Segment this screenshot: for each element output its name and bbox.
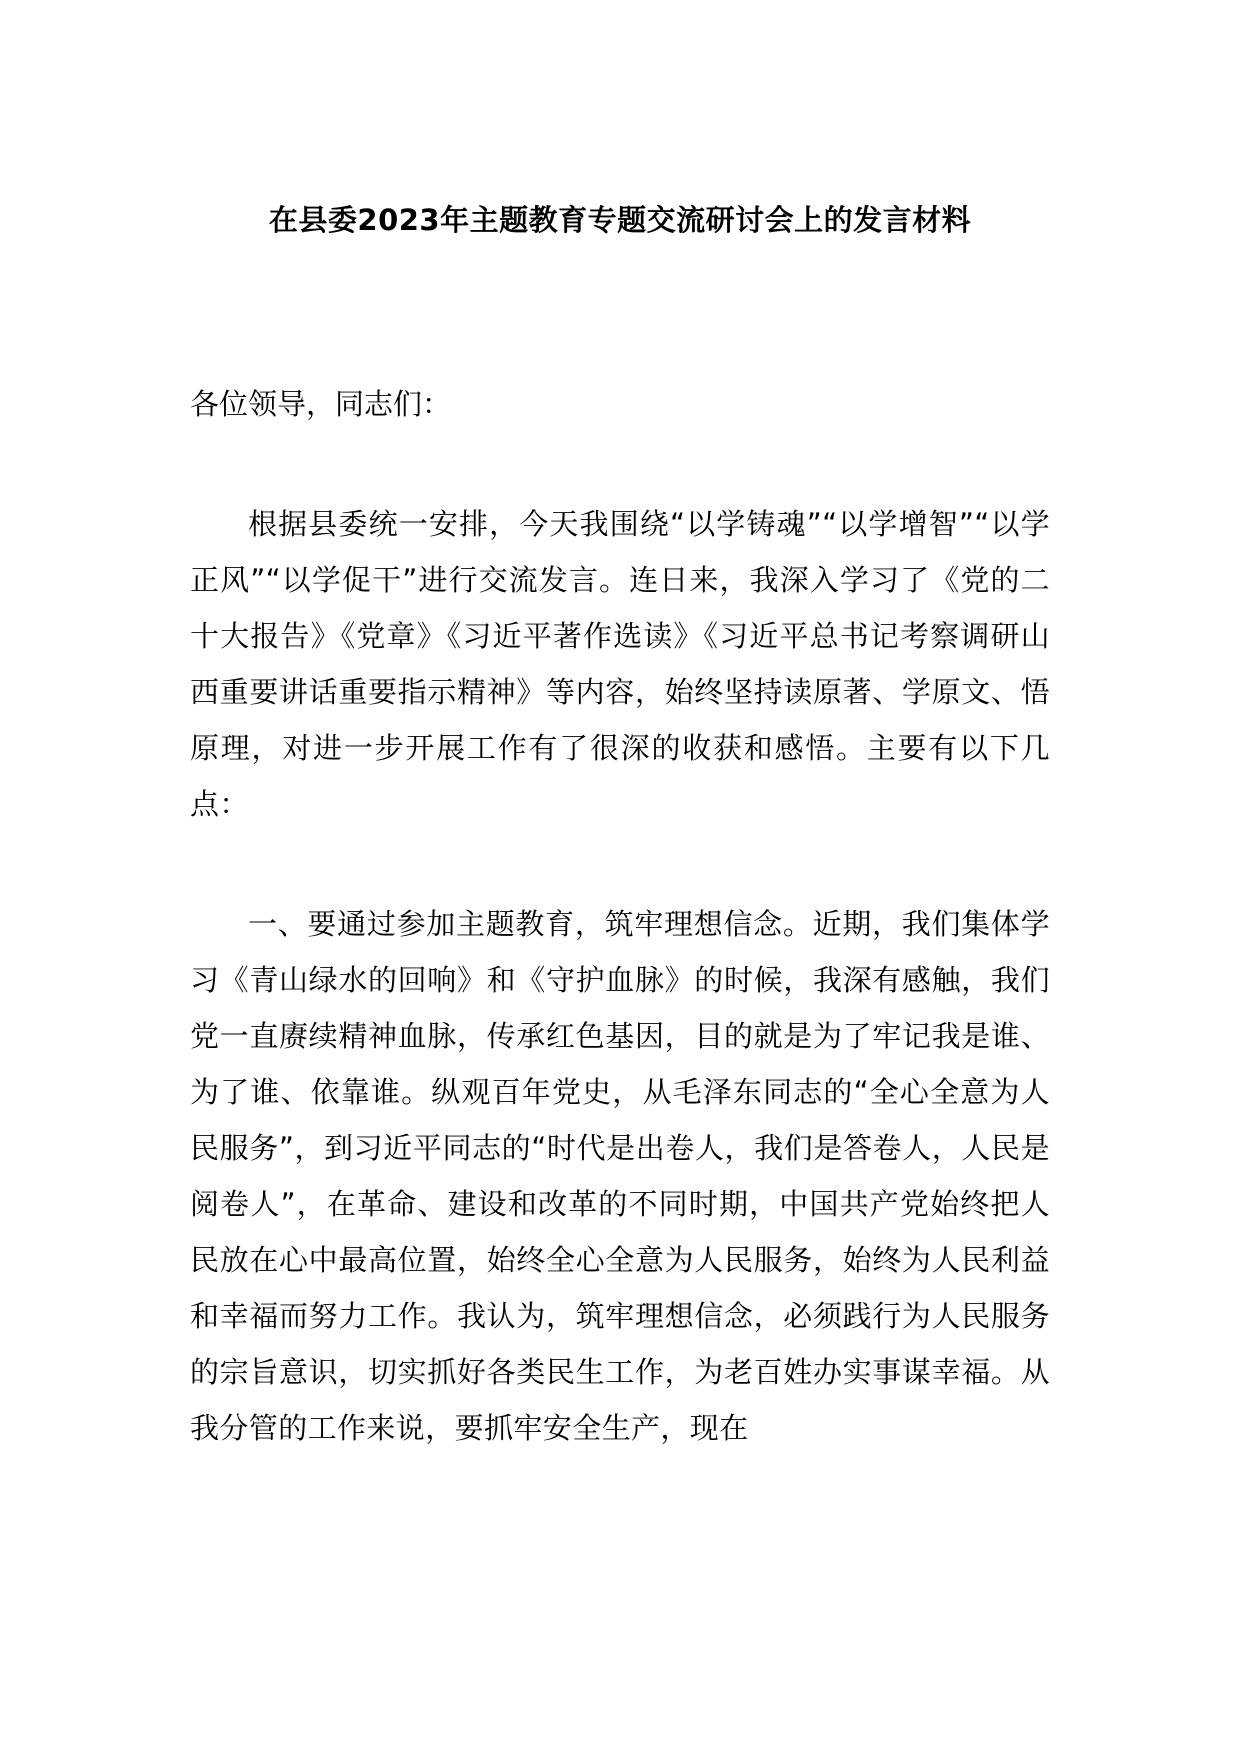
paragraph-intro: 根据县委统一安排，今天我围绕“以学铸魂”“以学增智”“以学正风”“以学促干”进行交流发言。连日来，我深入学习了《党的二十大报告》《党章》《习近平著作选读》《习近平总书记考察调研山西重要讲话重要指示精神》等内容，始终坚持读原著、学原文、悟原理，对进一步开展工作有了很深的收获和感悟。主要有以下几点： xyxy=(190,507,1050,821)
document-title: 在县委2023年主题教育专题交流研讨会上的发言材料 xyxy=(268,203,972,237)
salutation: 各位领导，同志们： xyxy=(190,387,452,421)
paragraph-point-one: 一、要通过参加主题教育，筑牢理想信念。近期，我们集体学习《青山绿水的回响》和《守护血脉》的时候，我深有感触，我们党一直赓续精神血脉，传承红色基因，目的就是为了牢记我是谁、为了谁、依靠谁。纵观百年党史，从毛泽东同志的“全心全意为人民服务”，到习近平同志的“时代是出卷人，我们是答卷人，人民是阅卷人”，在革命、建设和改革的不同时期，中国共产党始终把人民放在心中最高位置，始终全心全意为人民服务，始终为人民利益和幸福而努力工作。我认为，筑牢理想信念，必须践行为人民服务的宗旨意识，切实抓好各类民生工作，为老百姓办实事谋幸福。从我分管的工作来说，要抓牢安全生产，现在 xyxy=(190,907,1050,1445)
